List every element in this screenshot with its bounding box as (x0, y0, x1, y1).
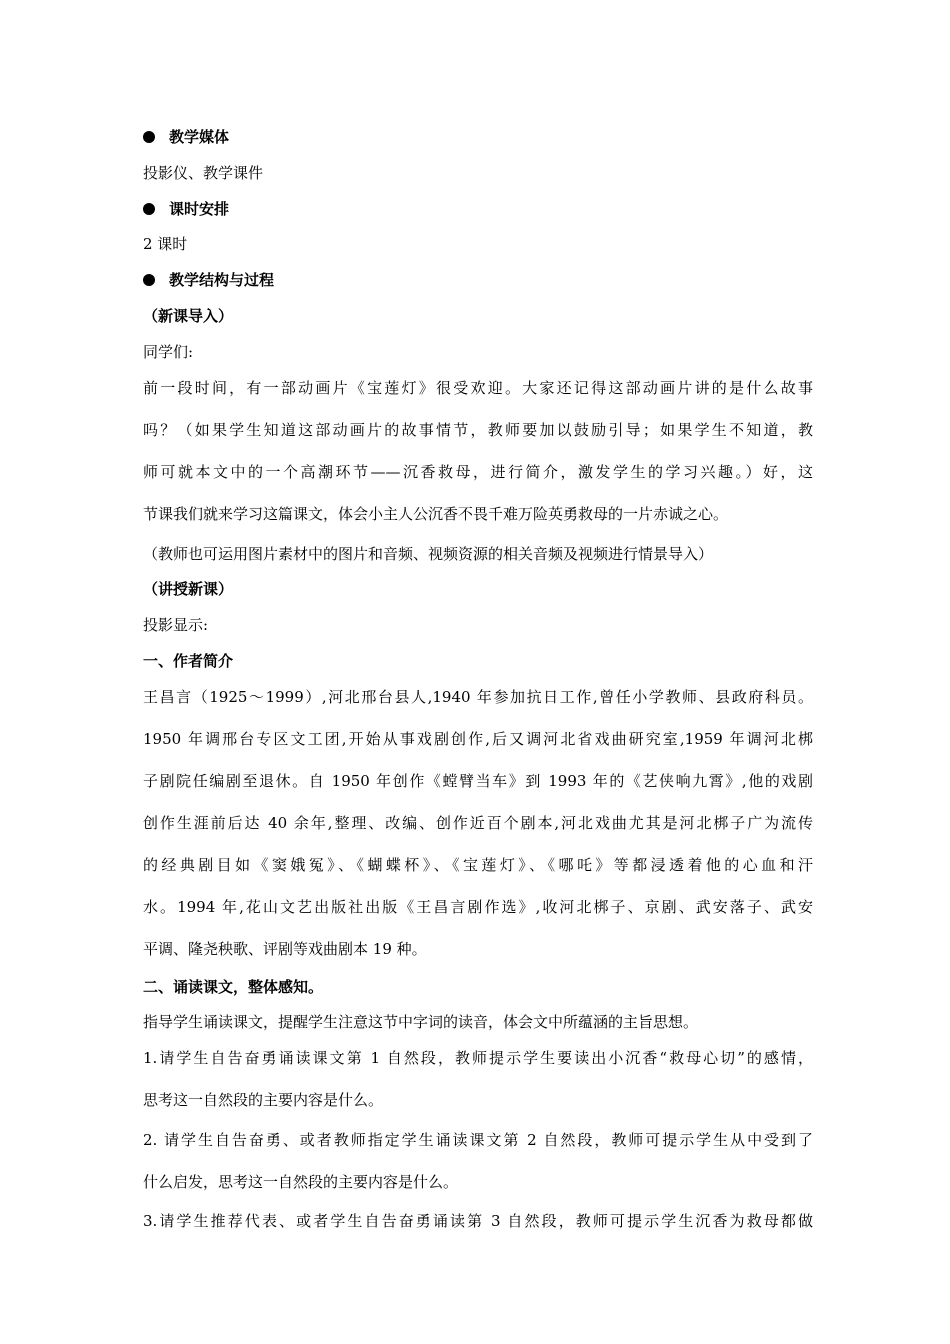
greeting: 同学们: (143, 343, 194, 361)
intro-para-line: 节课我们就来学习这篇课文，体会小主人公沉香不畏千难万险英勇救母的一片赤诚之心。 (143, 505, 729, 523)
bullet-icon (143, 274, 155, 286)
lecture-heading: （讲授新课） (143, 580, 234, 598)
heading-media (143, 126, 813, 148)
bullet-icon (143, 131, 155, 143)
heading-structure (143, 269, 813, 291)
heading-time-text: 课时安排 (169, 200, 230, 218)
intro-para-line: 前一段时间，有一部动画片《宝莲灯》很受欢迎。大家还记得这部动画片讲的是什么故事 (143, 379, 813, 397)
author-para-line: 子剧院任编剧至退休。自 1950 年创作《螳臂当车》到 1993 年的《艺侠响九霄》,他的戏剧 (143, 772, 813, 790)
reading-intro: 指导学生诵读课文，提醒学生注意这节中字词的读音，体会文中所蕴涵的主旨思想。 (143, 1013, 699, 1031)
author-para-line: 1950 年调邢台专区文工团,开始从事戏剧创作,后又调河北省戏曲研究室,1959 年调河北梆 (143, 730, 813, 748)
intro-heading: （新课导入） (143, 307, 234, 325)
bullet-icon (143, 203, 155, 215)
step-line: 2. 请学生自告奋勇、或者教师指定学生诵读课文第 2 自然段，教师可提示学生从中受到了 (143, 1131, 813, 1149)
step-line: 3.请学生推荐代表、或者学生自告奋勇诵读第 3 自然段，教师可提示学生沉香为救母都做 (143, 1212, 813, 1230)
author-para-line: 平调、隆尧秧歌、评剧等戏曲剧本 19 种。 (143, 940, 427, 958)
heading-structure-text: 教学结构与过程 (169, 271, 275, 289)
step-line: 什么启发，思考这一自然段的主要内容是什么。 (143, 1173, 459, 1191)
heading-media-text: 教学媒体 (169, 128, 230, 146)
media-text: 投影仪、教学课件 (143, 164, 264, 182)
time-text: 2 课时 (143, 235, 188, 253)
author-para-line: 王昌言（1925～1999）,河北邢台县人,1940 年参加抗日工作,曾任小学教师、县政府科员。 (143, 688, 813, 706)
author-para-line: 的经典剧目如《窦娥冤》、《蝴蝶杯》、《宝莲灯》、《哪吒》等都浸透着他的心血和汗 (143, 856, 813, 874)
intro-note: （教师也可运用图片素材中的图片和音频、视频资源的相关音频及视频进行情景导入） (143, 545, 714, 563)
author-heading: 一、作者简介 (143, 652, 234, 670)
intro-para-line: 吗？（如果学生知道这部动画片的故事情节，教师要加以鼓励引导；如果学生不知道，教 (143, 421, 813, 439)
reading-heading: 二、诵读课文，整体感知。 (143, 978, 324, 996)
step-line: 1.请学生自告奋勇诵读课文第 1 自然段，教师提示学生要读出小沉香“救母心切”的感情， (143, 1049, 813, 1067)
author-para-line: 水。1994 年,花山文艺出版社出版《王昌言剧作选》,收河北梆子、京剧、武安落子、武安 (143, 898, 813, 916)
step-line: 思考这一自然段的主要内容是什么。 (143, 1091, 384, 1109)
intro-para-line: 师可就本文中的一个高潮环节——沉香救母，进行简介，激发学生的学习兴趣。）好，这 (143, 463, 813, 481)
heading-time (143, 198, 813, 220)
projection-label: 投影显示: (143, 616, 209, 634)
author-para-line: 创作生涯前后达 40 余年,整理、改编、创作近百个剧本,河北戏曲尤其是河北梆子广为流传 (143, 814, 813, 832)
